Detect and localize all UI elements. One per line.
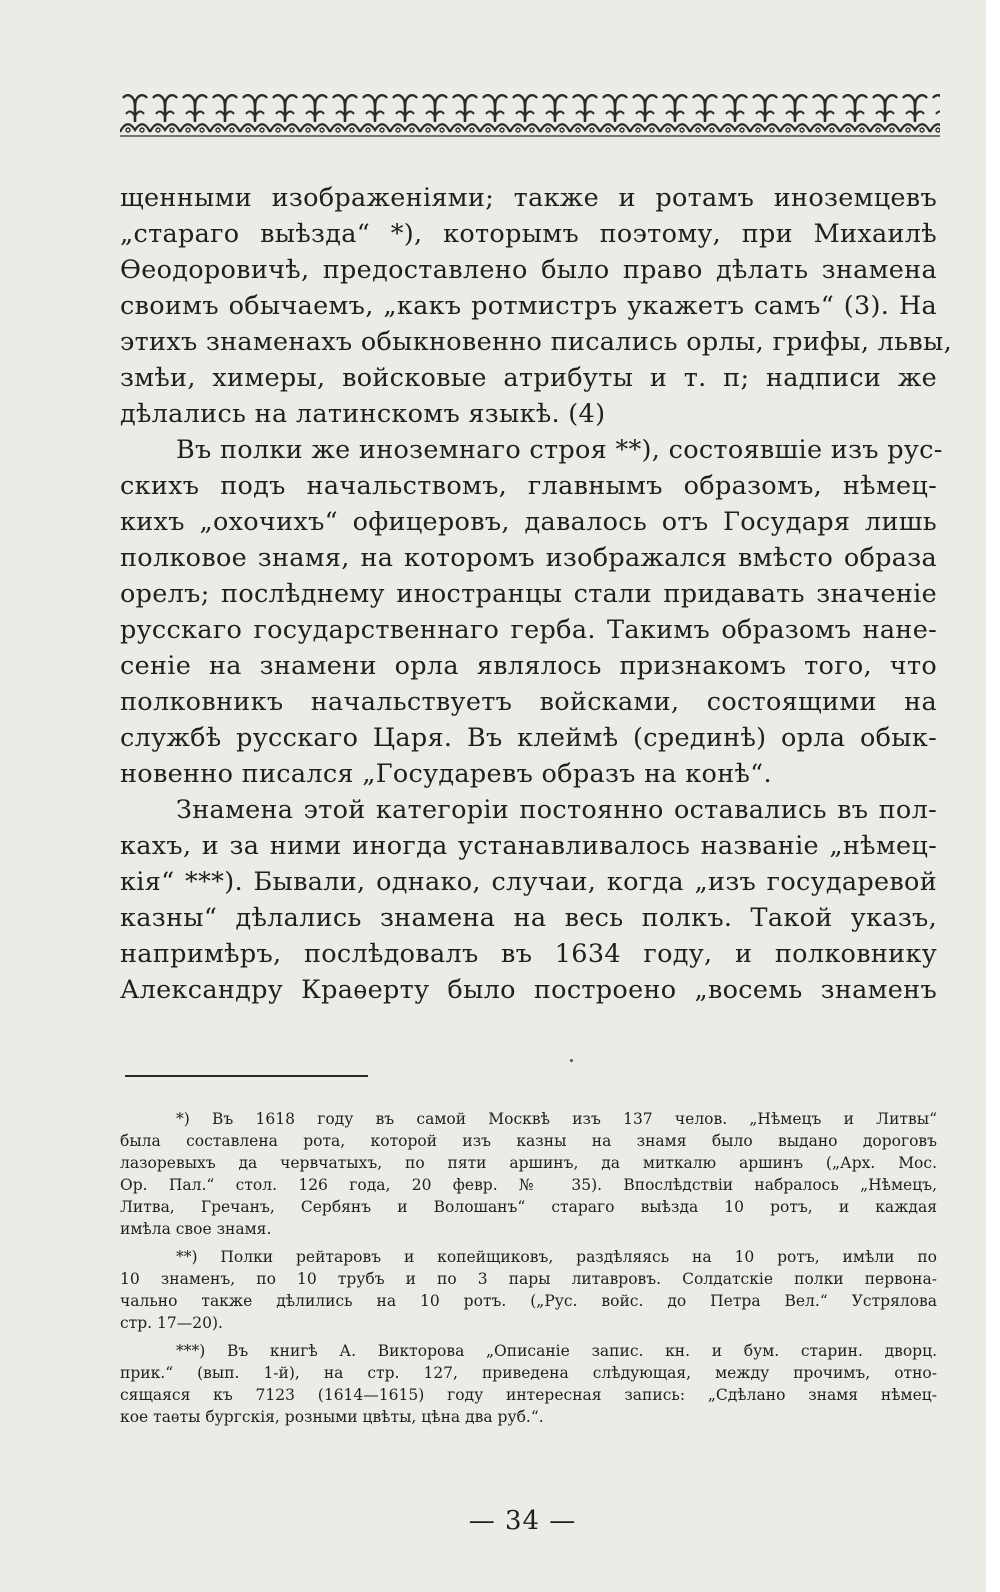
footnote-1: [120, 1108, 937, 1240]
footnote-separator: [125, 1075, 368, 1077]
main-text: [120, 180, 953, 1008]
text-line: Ѳеодоровичѣ, предоставлено было право дѣлать знамена: [120, 255, 937, 285]
footnote-3: [120, 1340, 937, 1428]
text-line: новенно писался „Государевъ образъ на конѣ“.: [120, 759, 772, 789]
footnote-line: чально также дѣлились на 10 ротъ. („Рус. войс. до Петра Вел.“ Устрялова: [120, 1292, 937, 1310]
footnote-line: Ор. Пал.“ стол. 126 года, 20 февр. № 35). Впослѣдствіи набралось „Нѣмецъ,: [120, 1176, 937, 1194]
text-line: Въ полки же иноземнаго строя **), состоявшіе изъ рус-: [176, 435, 943, 465]
footnote-line: имѣла свое знамя.: [120, 1220, 272, 1238]
footnotes: [120, 1108, 937, 1434]
text-line: службѣ русскаго Царя. Въ клеймѣ (срединѣ) орла обык-: [120, 723, 937, 753]
text-line: казны“ дѣлались знамена на весь полкъ. Такой указъ,: [120, 903, 937, 933]
footnote-line: прик.“ (вып. 1-й), на стр. 127, приведена слѣдующая, между прочимъ, отно-: [120, 1364, 937, 1382]
footnote-line: сящаяся къ 7123 (1614—1615) году интересная запись: „Сдѣлано знамя нѣмец-: [120, 1386, 937, 1404]
footnote-line: 10 знаменъ, по 10 трубъ и по 3 пары литавровъ. Солдатскіе полки первона-: [120, 1270, 937, 1288]
text-line: орелъ; послѣднему иностранцы стали придавать значеніе: [120, 579, 937, 609]
text-line: этихъ знаменахъ обыкновенно писались орлы, грифы, львы,: [120, 327, 953, 357]
text-line: скихъ подъ начальствомъ, главнымъ образомъ, нѣмец-: [120, 471, 937, 501]
text-line: змѣи, химеры, войсковые атрибуты и т. п; надписи же: [120, 363, 937, 393]
text-line: „стараго выѣзда“ *), которымъ поэтому, при Михаилѣ: [120, 219, 937, 249]
text-line: своимъ обычаемъ, „какъ ротмистръ укажетъ самъ“ (3). На: [120, 291, 937, 321]
text-line: сеніе на знамени орла являлось признакомъ того, что: [120, 651, 937, 681]
footnote-line: лазоревыхъ да червчатыхъ, по пяти аршинъ, да миткалю аршинъ („Арх. Мос.: [120, 1154, 937, 1172]
footnote-line: была составлена рота, которой изъ казны на знамя было выдано дороговъ: [120, 1132, 937, 1150]
page-edge: [986, 0, 1000, 1592]
footnote-line: ***) Въ книгѣ А. Викторова „Описаніе запис. кн. и бум. старин. дворц.: [176, 1342, 937, 1360]
print-speck: [570, 1059, 573, 1062]
text-line: напримѣръ, послѣдовалъ въ 1634 году, и полковнику: [120, 939, 937, 969]
text-line: Александру Краѳерту было построено „восемь знаменъ: [120, 975, 937, 1005]
text-line: дѣлались на латинскомъ языкѣ. (4): [120, 399, 606, 429]
text-line: полковникъ начальствуетъ войсками, состоящими на: [120, 687, 937, 717]
footnote-line: стр. 17—20).: [120, 1314, 223, 1332]
text-line: кихъ „охочихъ“ офицеровъ, давалось отъ Государя лишь: [120, 507, 937, 537]
footnote-line: кое таѳты бургскія, розными цвѣты, цѣна два руб.“.: [120, 1408, 544, 1426]
page-number: — 34 —: [468, 1506, 577, 1536]
text-line: кахъ, и за ними иногда устанавливалось названіе „нѣмец-: [120, 831, 937, 861]
text-line: Знамена этой категоріи постоянно оставались въ пол-: [176, 795, 937, 825]
text-line: кія“ ***). Бывали, однако, случаи, когда „изъ государевой: [120, 867, 937, 897]
text-line: полковое знамя, на которомъ изображался вмѣсто образа: [120, 543, 937, 573]
ornamental-header-band: [120, 92, 940, 138]
footnote-line: **) Полки рейтаровъ и копейщиковъ, раздѣляясь на 10 ротъ, имѣли по: [176, 1248, 937, 1266]
footnote-2: [120, 1246, 937, 1334]
text-line: щенными изображеніями; также и ротамъ иноземцевъ: [120, 183, 937, 213]
footnote-line: Литва, Гречанъ, Сербянъ и Волошанъ“ стараго выѣзда 10 ротъ, и каждая: [120, 1198, 937, 1216]
text-line: русскаго государственнаго герба. Такимъ образомъ нане-: [120, 615, 937, 645]
footnote-line: *) Въ 1618 году въ самой Москвѣ изъ 137 челов. „Нѣмецъ и Литвы“: [176, 1110, 937, 1128]
